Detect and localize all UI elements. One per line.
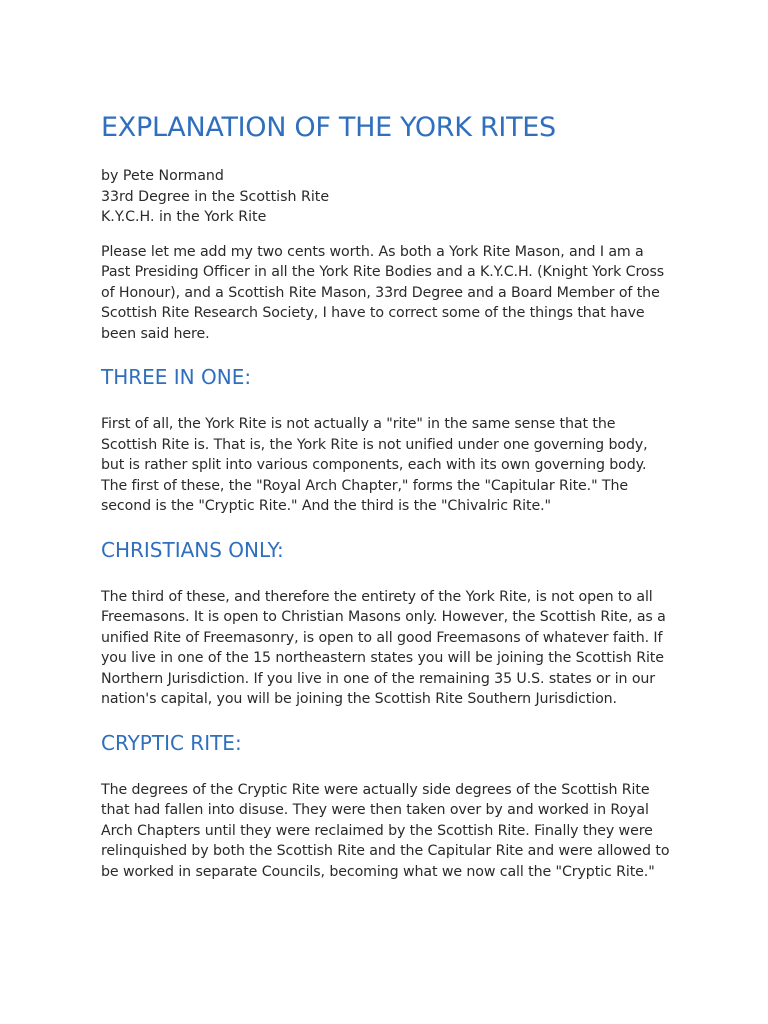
section-heading-cryptic-rite: CRYPTIC RITE:	[101, 730, 242, 755]
byline-author: by Pete Normand	[101, 168, 224, 184]
section-body-cryptic-rite: The degrees of the Cryptic Rite were actually side degrees of the Scottish Rite that had fallen into disuse. They were then taken over by and worked in Royal Arch Chapters until they were reclaimed by the Scottish Rite. Finally they were relinquished by both the Scottish Rite and the Capitular Rite and were allowed to be worked in separate Councils, becoming what we now call the "Cryptic Rite."	[101, 781, 670, 880]
section-heading-three-in-one: THREE IN ONE:	[101, 365, 252, 389]
section-heading-christians-only: CHRISTIANS ONLY:	[101, 537, 284, 562]
byline-degree: 33rd Degree in the Scottish Rite	[101, 188, 330, 205]
byline-honour: K.Y.C.H. in the York Rite	[101, 209, 267, 225]
intro-paragraph: Please let me add my two cents worth. As both a York Rite Mason, and I am a Past Presiding Officer in all the York Rite Bodies and a K.Y.C.H. (Knight York Cross of Honour), and a Scottish Rite Mason, 33rd Degree and a Board Member of the Scottish Rite Research Society, I have to correct some of the things that have been said here.	[101, 243, 665, 342]
document-page	[101, 108, 673, 882]
section-body-three-in-one: First of all, the York Rite is not actually a "rite" in the same sense that the Scottish Rite is. That is, the York Rite is not unified under one governing body, but is rather split into various components, each with its own governing body. The first of these, the "Royal Arch Chapter," forms the "Capitular Rite." The second is the "Cryptic Rite." And the third is the "Chivalric Rite."	[101, 416, 648, 514]
byline	[101, 166, 673, 228]
section-body-christians-only: The third of these, and therefore the entirety of the York Rite, is not open to all Freemasons. It is open to Christian Masons only. However, the Scottish Rite, as a unified Rite of Freemasonry, is open to all good Freemasons of whatever faith. If you live in one of the 15 northeastern states you will be joining the Scottish Rite Northern Jurisdiction. If you live in one of the remaining 35 U.S. states or in our nation's capital, you will be joining the Scottish Rite Southern Jurisdiction.	[101, 588, 666, 707]
document-title: EXPLANATION OF THE YORK RITES	[101, 112, 556, 143]
